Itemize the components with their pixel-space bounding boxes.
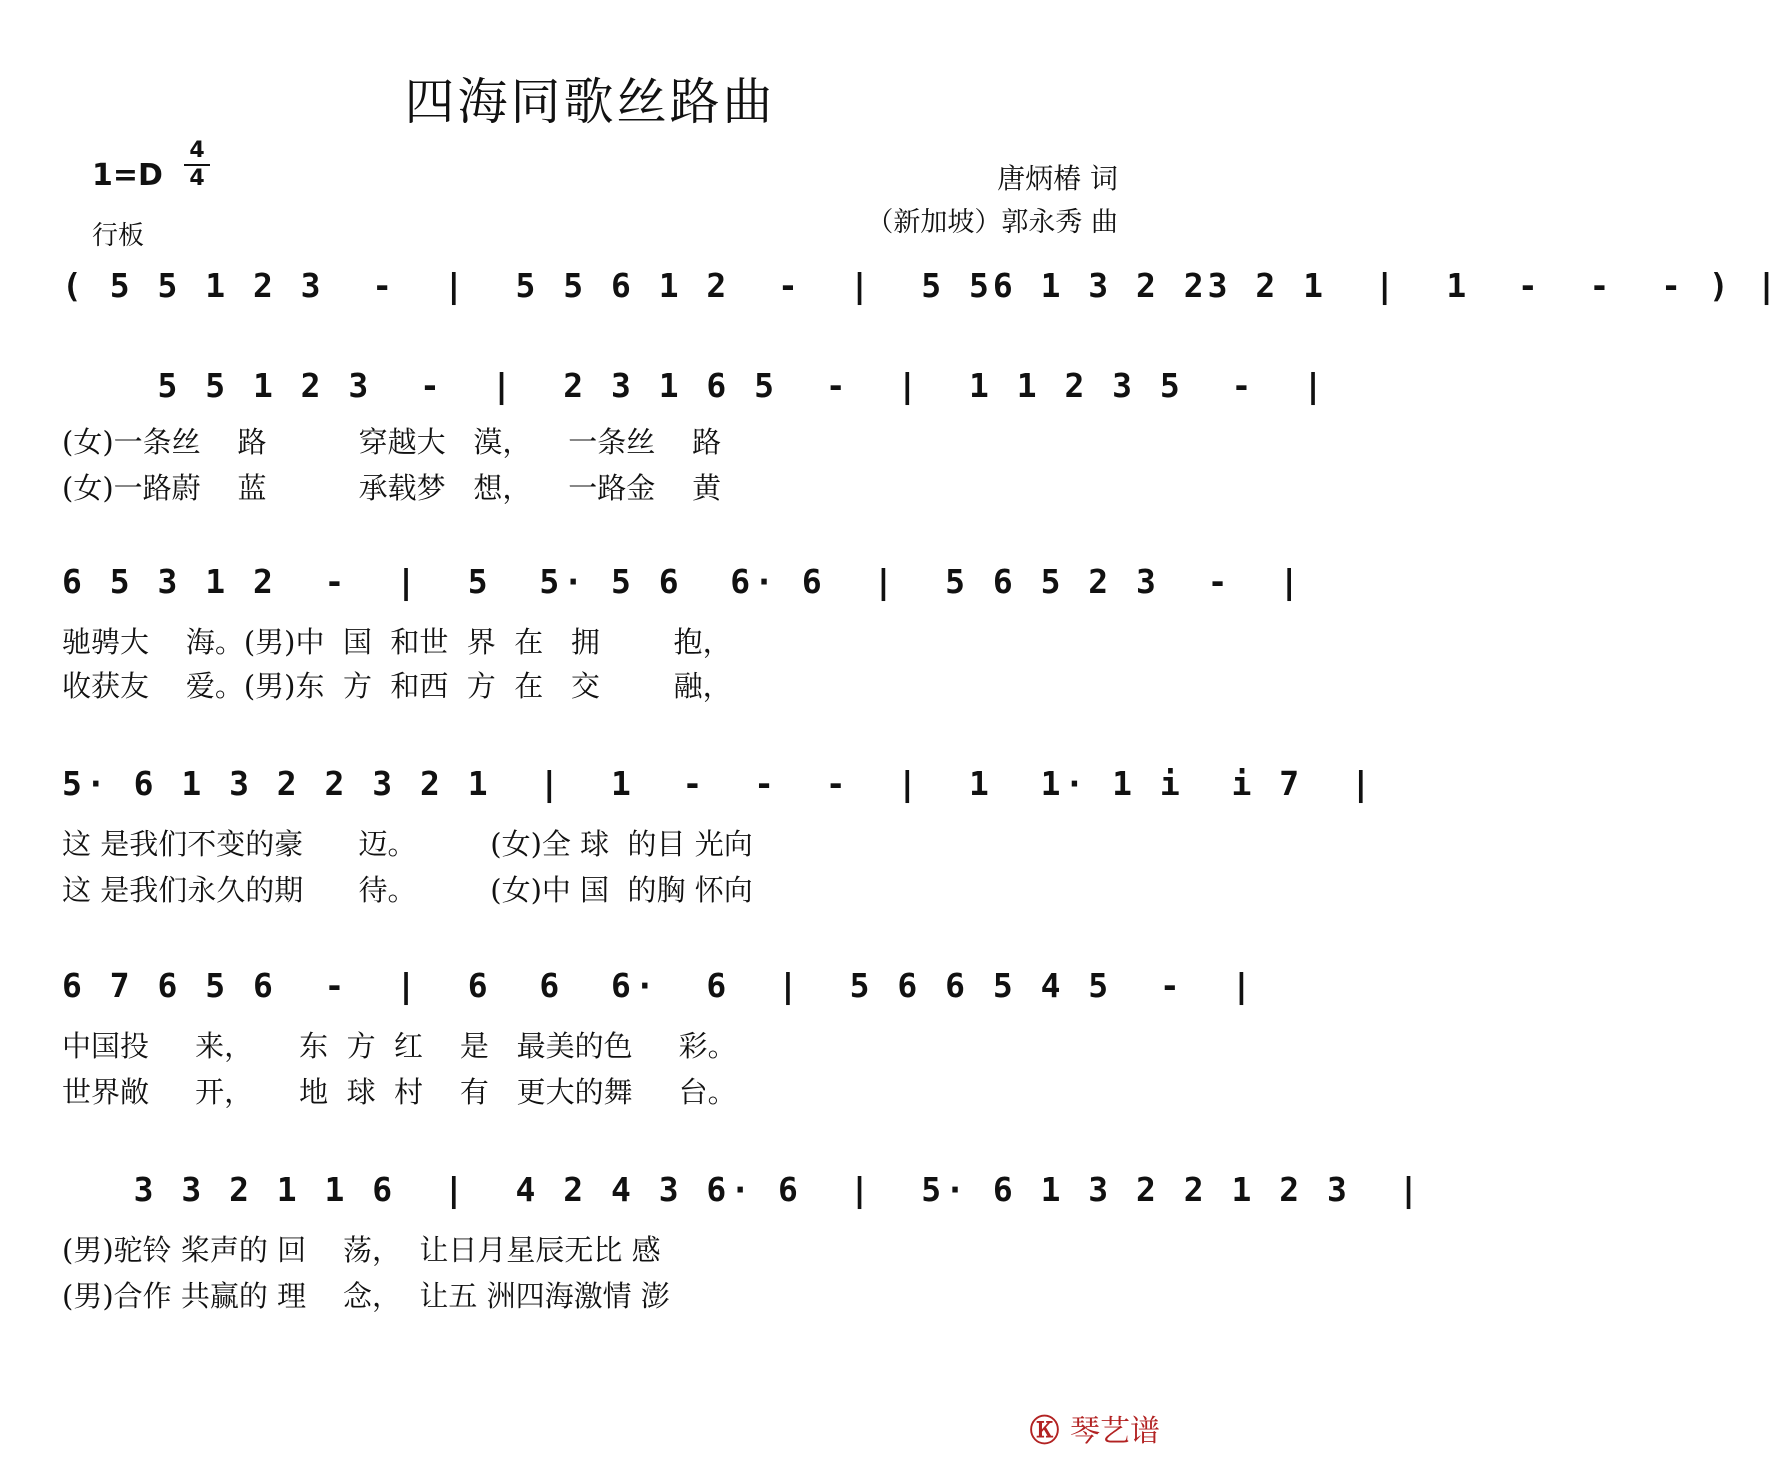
lyric-row-5-verse-1: 中国投 来， 东 方 红 是 最美的色 彩。	[62, 1029, 737, 1063]
notation-row-1: ( 5 5 1 2 3 - | 5 5 6 1 2 - | 5 56 1 3 2 23 2 1 | 1 - - - ) |	[62, 266, 1780, 305]
lyric-row-2-verse-1: (女)一条丝 路 穿越大 漠， 一条丝 路	[62, 425, 722, 459]
site-watermark	[1029, 1406, 1160, 1450]
lyric-row-2-verse-2: (女)一路蔚 蓝 承载梦 想， 一路金 黄	[62, 471, 722, 505]
notation-row-4: 5· 6 1 3 2 2 3 2 1 | 1 - - - | 1 1· 1 i i 7 |	[62, 764, 1375, 803]
time-signature-top: 4	[189, 138, 205, 163]
lyric-row-4-verse-1: 这 是我们不变的豪 迈。 (女)全 球 的目 光向	[62, 827, 753, 861]
composer-credit: （新加坡）郭永秀 曲	[866, 207, 1118, 238]
lyric-row-3-verse-2: 收获友 爱。(男)东 方 和西 方 在 交 融，	[62, 669, 732, 703]
time-signature-bottom: 4	[189, 166, 205, 191]
key-signature: 1=D	[92, 158, 163, 193]
watermark-text: 琴艺谱	[1070, 1414, 1160, 1449]
notation-row-6: 3 3 2 1 1 6 | 4 2 4 3 6· 6 | 5· 6 1 3 2 2 1 2 3 |	[62, 1170, 1423, 1209]
lyric-row-5-verse-2: 世界敞 开， 地 球 村 有 更大的舞 台。	[62, 1075, 737, 1109]
lyric-row-4-verse-2: 这 是我们永久的期 待。 (女)中 国 的胸 怀向	[62, 873, 753, 907]
page-title: 四海同歌丝路曲	[404, 73, 776, 131]
tempo-marking: 行板	[92, 221, 145, 251]
lyric-row-3-verse-1: 驰骋大 海。(男)中 国 和世 界 在 拥 抱，	[62, 625, 732, 659]
notation-row-3: 6 5 3 1 2 - | 5 5· 5 6 6· 6 | 5 6 5 2 3 - |	[62, 562, 1304, 601]
lyric-row-6-verse-2: (男)合作 共赢的 理 念， 让五 洲四海激情 澎	[62, 1279, 670, 1313]
notation-row-5: 6 7 6 5 6 - | 6 6 6· 6 | 5 6 6 5 4 5 - |	[62, 966, 1256, 1005]
lyricist-credit: 唐炳椿 词	[997, 162, 1118, 195]
lyric-row-6-verse-1: (男)驼铃 桨声的 回 荡， 让日月星辰无比 感	[62, 1233, 661, 1267]
notation-row-2: 5 5 1 2 3 - | 2 3 1 6 5 - | 1 1 2 3 5 - |	[62, 366, 1327, 405]
watermark-logo-icon: Ⓚ	[1029, 1414, 1061, 1449]
time-signature	[184, 140, 210, 190]
